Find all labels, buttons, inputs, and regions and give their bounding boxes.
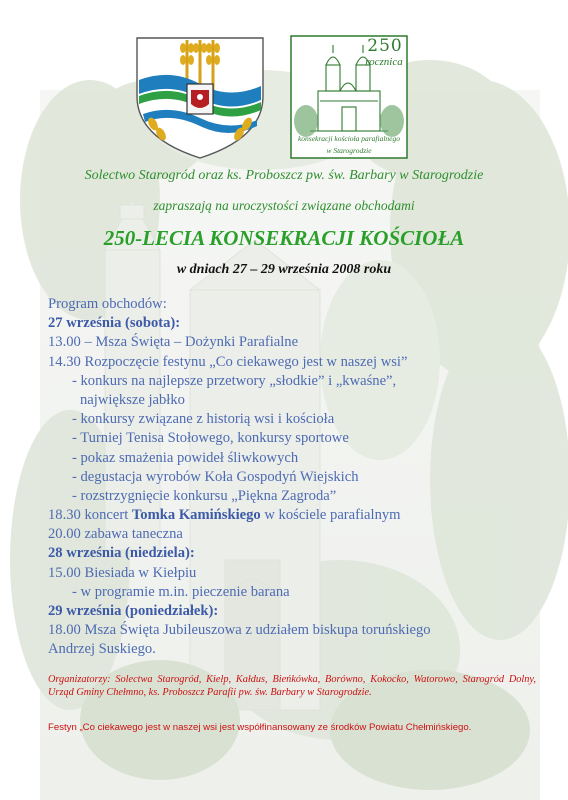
day-heading-sunday: 28 września (niedziela): bbox=[48, 545, 195, 562]
program-subitem: - Turniej Tenisa Stołowego, konkursy sportowe bbox=[72, 430, 349, 447]
invitation-text: zapraszają na uroczystości związane obchodami bbox=[153, 198, 415, 213]
organizers-note: Organizatorzy: Solectwa Starogród, Kiełp, Kałdus, Bieńkówka, Borówno, Kokocko, Watorowo, Starogród Dolny, Urząd Gminy Chełmno, ks. Proboszcz Parafii pw. św. Barbary w Starogrodzie. bbox=[48, 674, 536, 698]
anniversary-caption: konsekracji kościoła parafialnego bbox=[297, 134, 401, 143]
performer-name: Tomka Kamińskiego bbox=[131, 507, 261, 524]
program-item: 13.00 – Msza Święta – Dożynki Parafialne bbox=[48, 334, 299, 351]
event-dates: w dniach 27 – 29 września 2008 roku bbox=[176, 262, 392, 277]
program-item-continued: Andrzej Suskiego. bbox=[48, 641, 156, 658]
program-item-concert bbox=[48, 506, 558, 525]
funding-note: Festyn „Co ciekawego jest w naszej wsi jest współfinansowany ze środków Powiatu Chełmińskiego. bbox=[48, 722, 472, 733]
anniversary-word: rocznica bbox=[365, 56, 403, 68]
program-subitem: - rozstrzygnięcie konkursu „Piękna Zagroda” bbox=[72, 487, 337, 504]
day-heading-saturday: 27 września (sobota): bbox=[48, 315, 181, 332]
day-heading-monday: 29 września (poniedziałek): bbox=[48, 603, 219, 619]
program-subitem: - konkursy związane z historią wsi i kościoła bbox=[72, 411, 335, 428]
program-subitem: - konkurs na najlepsze przetwory „słodkie” i „kwaśne”, bbox=[72, 372, 397, 389]
program-item: 20.00 zabawa taneczna bbox=[48, 526, 183, 543]
coat-of-arms-emblem bbox=[131, 34, 269, 162]
program-subitem: - pokaz smażenia powideł śliwkowych bbox=[72, 449, 299, 466]
program-subitem: - w programie m.in. pieczenie barana bbox=[72, 583, 290, 600]
invitation-hosts: Solectwo Starogród oraz ks. Proboszcz pw. św. Barbary w Starogrodzie bbox=[84, 168, 484, 183]
program-schedule bbox=[48, 295, 558, 660]
program-subitem: - degustacja wyrobów Koła Gospodyń Wiejskich bbox=[72, 468, 359, 485]
anniversary-caption-place: w Starogrodzie bbox=[326, 146, 372, 155]
program-subitem-continued: największe jabłko bbox=[80, 391, 185, 408]
concert-venue: w kościele parafialnym bbox=[260, 507, 401, 524]
program-title: Program obchodów: bbox=[48, 296, 167, 312]
program-item: 14.30 Rozpoczęcie festynu „Co ciekawego jest w naszej wsi” bbox=[48, 353, 408, 370]
concert-time: 18.30 koncert bbox=[48, 507, 132, 524]
program-item: 18.00 Msza Święta Jubileuszowa z udziałem biskupa toruńskiego bbox=[48, 622, 431, 639]
anniversary-number: 250 bbox=[367, 36, 403, 56]
event-headline: 250-LECIA KONSEKRACJI KOŚCIOŁA bbox=[103, 226, 465, 250]
program-item: 15.00 Biesiada w Kiełpiu bbox=[48, 564, 197, 581]
